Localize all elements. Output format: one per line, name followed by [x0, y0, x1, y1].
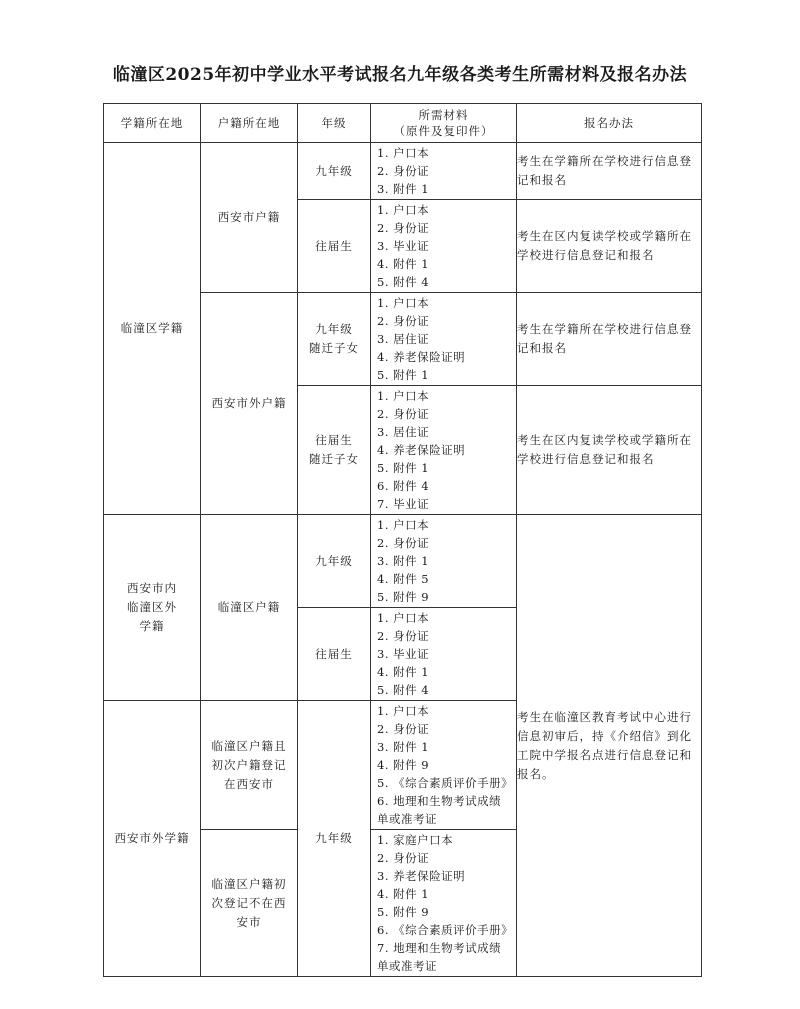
materials-cell: [371, 701, 517, 830]
material-item: 2. 身份证: [377, 314, 430, 328]
grade-line: 九年级: [315, 322, 353, 336]
material-item: 2. 身份证: [377, 629, 430, 643]
material-item: 2. 身份证: [377, 722, 430, 736]
table-row: [104, 143, 702, 200]
materials-cell: [371, 608, 517, 701]
material-item: 4. 附件 5: [377, 572, 430, 586]
school-reg-line: 学籍: [139, 619, 165, 633]
school-reg-line: 临潼区外: [127, 600, 177, 614]
material-item: 5. 附件 4: [377, 683, 430, 697]
material-item: 2. 身份证: [377, 221, 430, 235]
school-reg-cell: [104, 515, 201, 701]
materials-list: [371, 701, 516, 829]
material-item: 4. 附件 1: [377, 665, 430, 679]
material-item: 3. 毕业证: [377, 647, 430, 661]
grade-line: 往届生: [315, 433, 353, 447]
header-materials-line1: 所需材料: [418, 108, 469, 122]
material-item: 2. 身份证: [377, 164, 430, 178]
material-item: 5. 附件 9: [377, 905, 430, 919]
page-title: 临潼区2025年初中学业水平考试报名九年级各类考生所需材料及报名办法: [112, 65, 688, 85]
material-item: 4. 附件 1: [377, 887, 430, 901]
grade-line: 随迁子女: [309, 341, 359, 355]
material-item: 4. 养老保险证明: [377, 350, 466, 364]
header-materials: [371, 104, 517, 143]
material-item: 4. 附件 1: [377, 257, 430, 271]
school-reg-cell: 西安市外学籍: [104, 701, 201, 977]
household-line: 临潼区户籍初: [211, 876, 287, 891]
household-cell: 西安市户籍: [201, 143, 298, 293]
materials-list: [371, 143, 516, 199]
grade-cell: 往届生: [298, 200, 371, 293]
household-cell: 西安市外户籍: [201, 293, 298, 515]
materials-list: [371, 200, 516, 292]
material-item: 1. 户口本: [377, 146, 430, 160]
school-reg-cell: 临潼区学籍: [104, 143, 201, 515]
table-header-row: [104, 104, 702, 143]
table-row: [104, 515, 702, 608]
material-item: 1. 户口本: [377, 389, 430, 403]
material-item: 5. 附件 1: [377, 368, 430, 382]
materials-cell: [371, 200, 517, 293]
materials-list: [371, 830, 516, 976]
header-method: 报名办法: [517, 104, 702, 143]
material-item: 4. 养老保险证明: [377, 443, 466, 457]
header-grade: 年级: [298, 104, 371, 143]
materials-cell: [371, 830, 517, 977]
household-line: 临潼区户籍且: [211, 738, 287, 753]
material-item: 1. 户口本: [377, 518, 430, 532]
method-cell: 考生在学籍所在学校进行信息登记和报名: [517, 293, 702, 386]
materials-list: [371, 386, 516, 514]
method-cell-shared: 考生在临潼区教育考试中心进行信息初审后，持《介绍信》到化工院中学报名点进行信息登记和报名。: [517, 515, 702, 977]
material-item: 3. 居住证: [377, 332, 430, 346]
grade-cell: [298, 293, 371, 386]
material-item: 4. 附件 9: [377, 758, 430, 772]
material-item: 1. 户口本: [377, 704, 430, 718]
material-item: 3. 附件 1: [377, 182, 430, 196]
material-item: 3. 毕业证: [377, 239, 430, 253]
household-line: 次登记不在西: [211, 895, 287, 910]
material-item: 7. 地理和生物考试成绩单或准考证: [377, 941, 502, 973]
material-item: 7. 毕业证: [377, 497, 430, 511]
materials-list: [371, 515, 516, 607]
material-item: 2. 身份证: [377, 407, 430, 421]
header-school-reg: 学籍所在地: [104, 104, 201, 143]
material-item: 3. 养老保险证明: [377, 869, 466, 883]
header-materials-line2: （原件及复印件）: [393, 124, 494, 138]
method-cell: 考生在学籍所在学校进行信息登记和报名: [517, 143, 702, 200]
grade-cell: [298, 386, 371, 515]
school-reg-line: 西安市内: [127, 581, 177, 595]
grade-cell: 九年级: [298, 515, 371, 608]
header-household: 户籍所在地: [201, 104, 298, 143]
method-cell: 考生在区内复读学校或学籍所在学校进行信息登记和报名: [517, 386, 702, 515]
grade-cell: 往届生: [298, 608, 371, 701]
material-item: 5. 附件 9: [377, 590, 430, 604]
material-item: 1. 户口本: [377, 296, 430, 310]
household-cell: 临潼区户籍: [201, 515, 298, 701]
grade-line: 随迁子女: [309, 452, 359, 466]
method-cell: 考生在区内复读学校或学籍所在学校进行信息登记和报名: [517, 200, 702, 293]
materials-cell: [371, 386, 517, 515]
material-item: 3. 附件 1: [377, 554, 430, 568]
materials-list: [371, 293, 516, 385]
household-line: 在西安市: [224, 776, 274, 791]
materials-cell: [371, 515, 517, 608]
household-line: 安市: [236, 914, 262, 929]
grade-cell: 九年级: [298, 701, 371, 977]
material-item: 6. 附件 4: [377, 479, 430, 493]
material-item: 3. 附件 1: [377, 740, 430, 754]
material-item: 3. 居住证: [377, 425, 430, 439]
material-item: 6. 《综合素质评价手册》: [377, 923, 514, 937]
material-item: 1. 户口本: [377, 611, 430, 625]
material-item: 5. 《综合素质评价手册》: [377, 776, 514, 790]
material-item: 1. 家庭户口本: [377, 833, 454, 847]
household-cell: [201, 701, 298, 830]
household-line: 初次户籍登记: [211, 757, 287, 772]
material-item: 5. 附件 1: [377, 461, 430, 475]
materials-cell: [371, 293, 517, 386]
material-item: 2. 身份证: [377, 851, 430, 865]
materials-table: [103, 103, 702, 977]
material-item: 2. 身份证: [377, 536, 430, 550]
grade-cell: 九年级: [298, 143, 371, 200]
materials-list: [371, 608, 516, 700]
material-item: 1. 户口本: [377, 203, 430, 217]
materials-cell: [371, 143, 517, 200]
material-item: 5. 附件 4: [377, 275, 430, 289]
material-item: 6. 地理和生物考试成绩单或准考证: [377, 794, 502, 826]
household-cell: [201, 830, 298, 977]
